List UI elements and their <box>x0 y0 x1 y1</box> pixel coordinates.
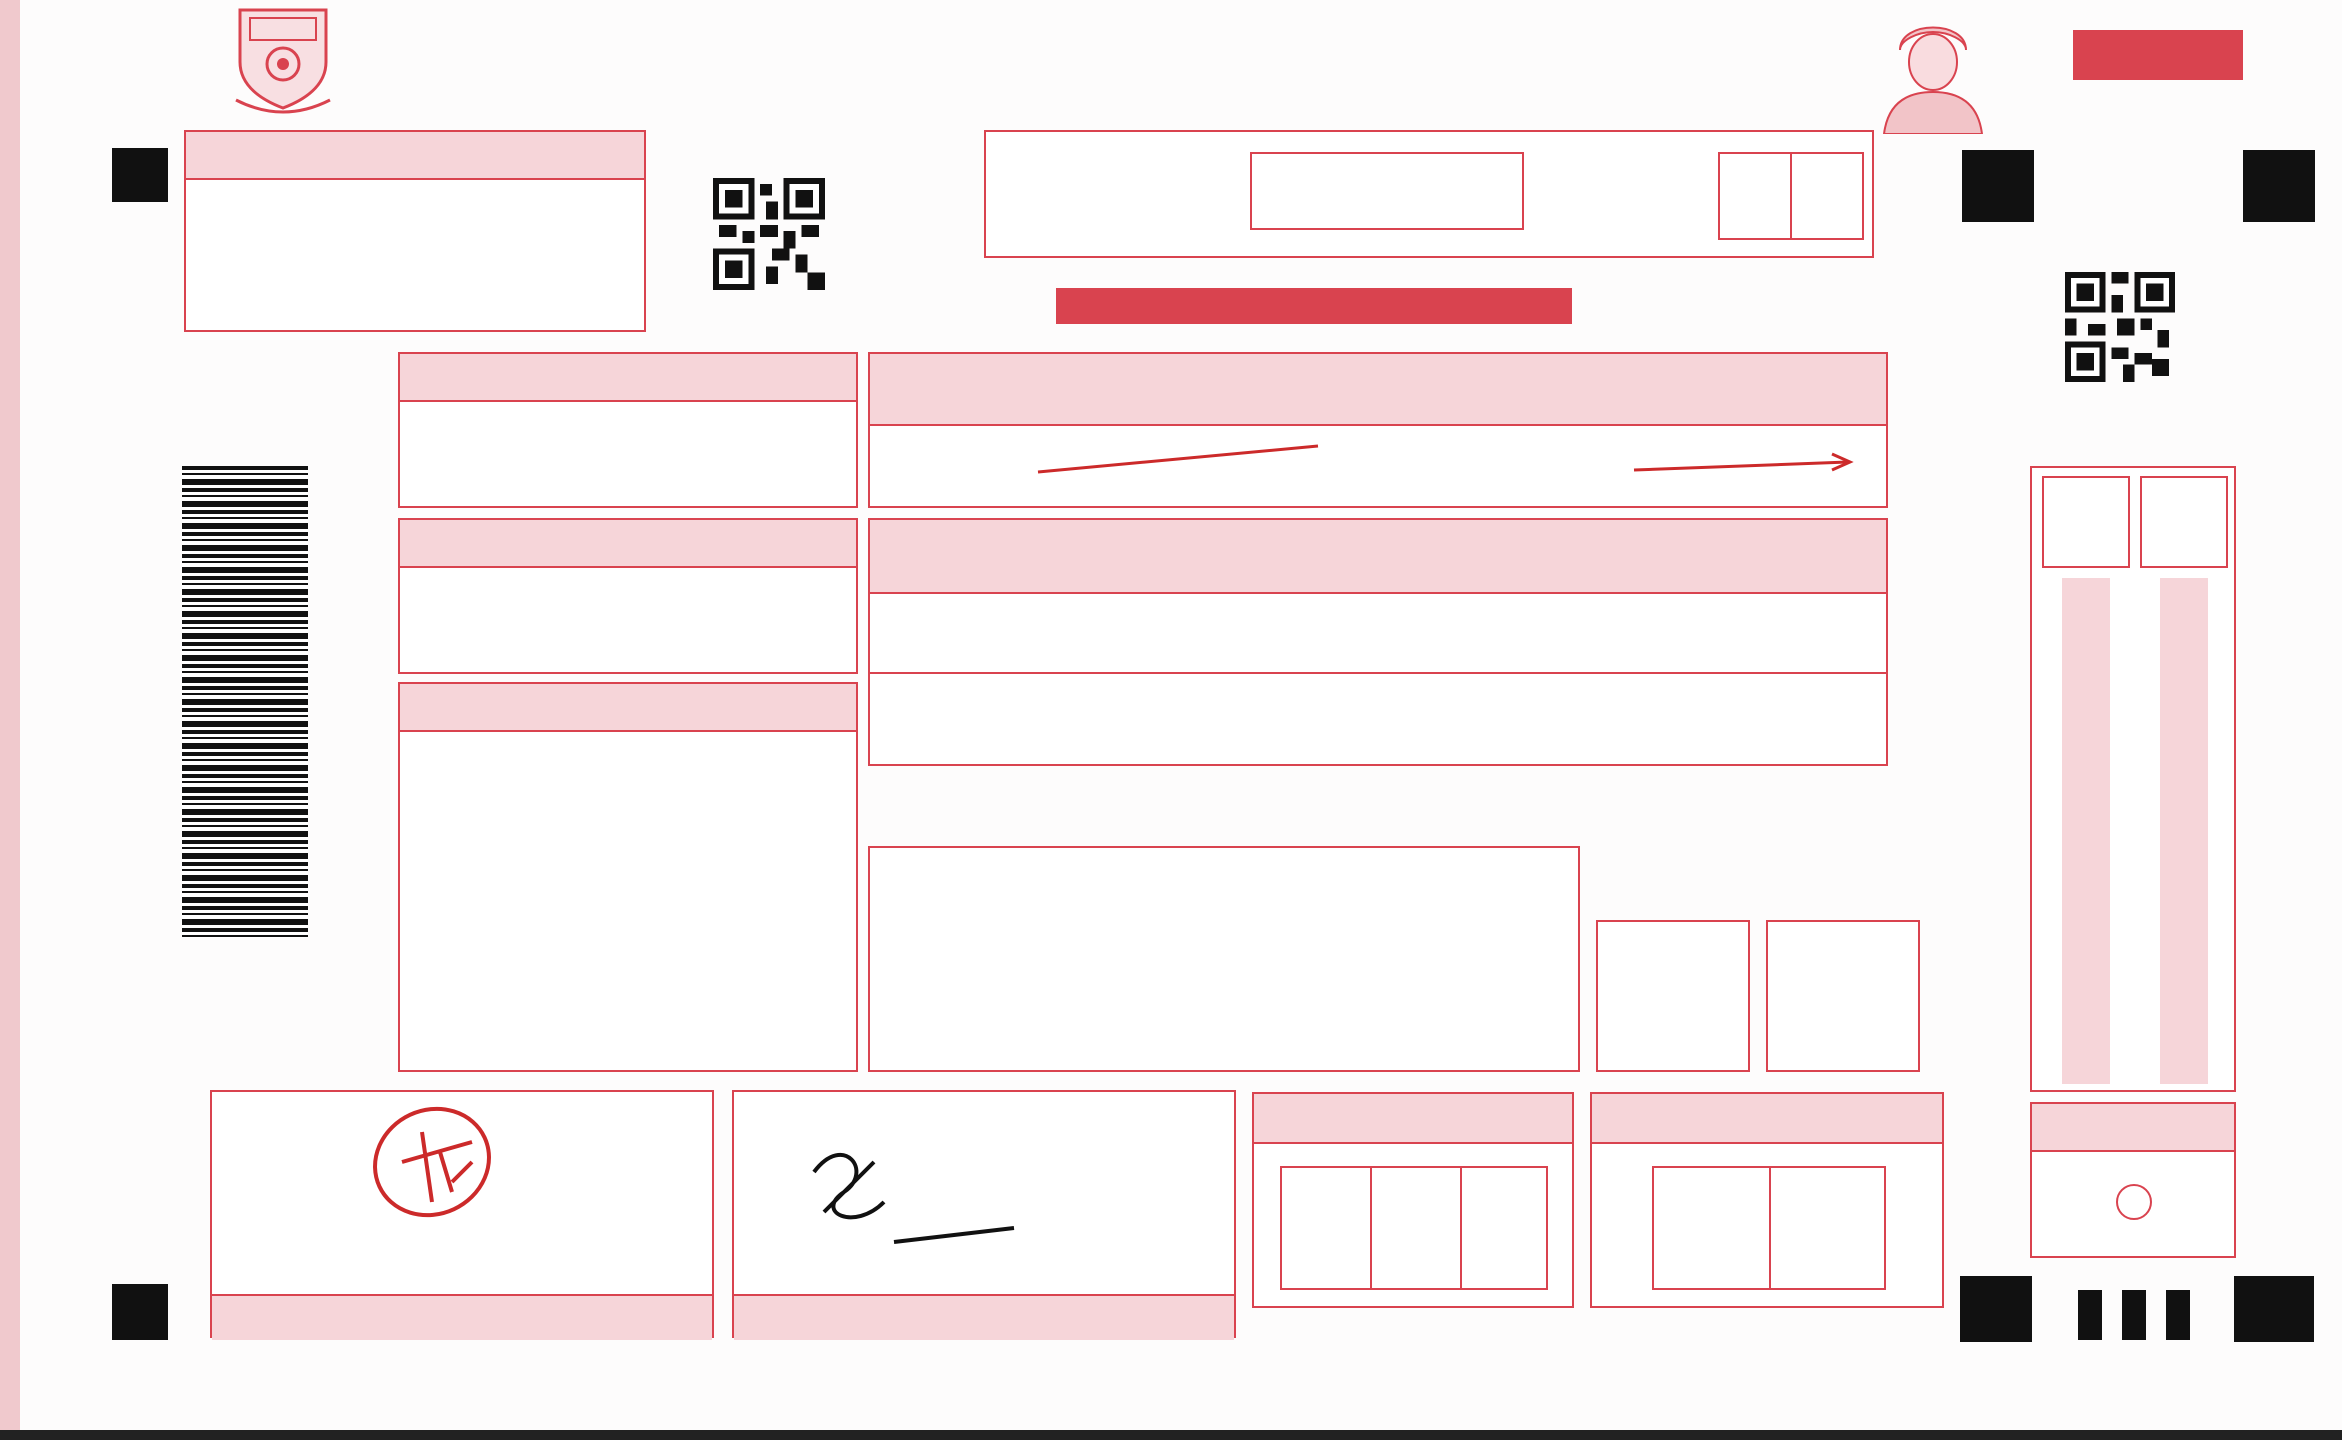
total-figure-digit-box-2 <box>1766 920 1920 1072</box>
total-marks-bubble-panel <box>2030 466 2236 1092</box>
subject-title-box <box>398 682 858 1072</box>
alignment-marker <box>2234 1276 2314 1342</box>
alignment-marker <box>112 1284 168 1340</box>
alignment-marker <box>2078 1290 2102 1340</box>
exam-date-box <box>398 352 858 508</box>
degree-box <box>184 130 646 332</box>
equal-to-badge <box>2116 1184 2152 1220</box>
strike-lines <box>870 354 1890 510</box>
equal-to-label <box>2032 1104 2234 1152</box>
total-figure-digit-box-1 <box>1596 920 1750 1072</box>
chief-signature <box>794 1132 1034 1282</box>
examiner-code-label <box>1254 1094 1572 1144</box>
qr-code <box>712 178 826 290</box>
examiner-signature <box>362 1092 662 1292</box>
founder-portrait <box>1878 10 1988 134</box>
alignment-marker <box>1962 150 2034 222</box>
examiner-signature-box <box>210 1090 714 1338</box>
total-words-label <box>874 786 880 822</box>
entry-confirmation-label <box>1592 1094 1942 1144</box>
exam-date-label <box>400 354 856 402</box>
examiner-code-box <box>1252 1092 1574 1308</box>
alignment-marker <box>112 148 168 202</box>
candidate-info-box <box>984 130 1874 258</box>
chief-sign-label <box>734 1294 1234 1340</box>
degree-label <box>186 132 644 180</box>
subject-code-label <box>400 520 856 568</box>
part-badge <box>2073 30 2243 80</box>
alignment-marker <box>2243 150 2315 222</box>
examiner-banner <box>1056 288 1572 324</box>
university-logo <box>232 4 334 120</box>
equal-to-100-box <box>2030 1102 2236 1258</box>
entry-confirmation-box <box>1590 1092 1944 1308</box>
left-edge-strip <box>0 0 20 1440</box>
bottom-edge <box>0 1430 2342 1440</box>
barcode <box>182 466 308 938</box>
question-code-field <box>1250 152 1524 230</box>
total-words-box <box>868 846 1580 1072</box>
marks-grid-bottom <box>868 518 1888 766</box>
chief-signature-box <box>732 1090 1236 1338</box>
examiner-sign-label <box>212 1294 712 1340</box>
subject-code-box <box>398 518 858 674</box>
alignment-marker <box>2166 1290 2190 1340</box>
qr-code <box>2063 272 2177 382</box>
subject-title-label <box>400 684 856 732</box>
marks-grid-top <box>868 352 1888 508</box>
alignment-marker <box>2122 1290 2146 1340</box>
alignment-marker <box>1960 1276 2032 1342</box>
pages-field <box>1718 152 1864 240</box>
